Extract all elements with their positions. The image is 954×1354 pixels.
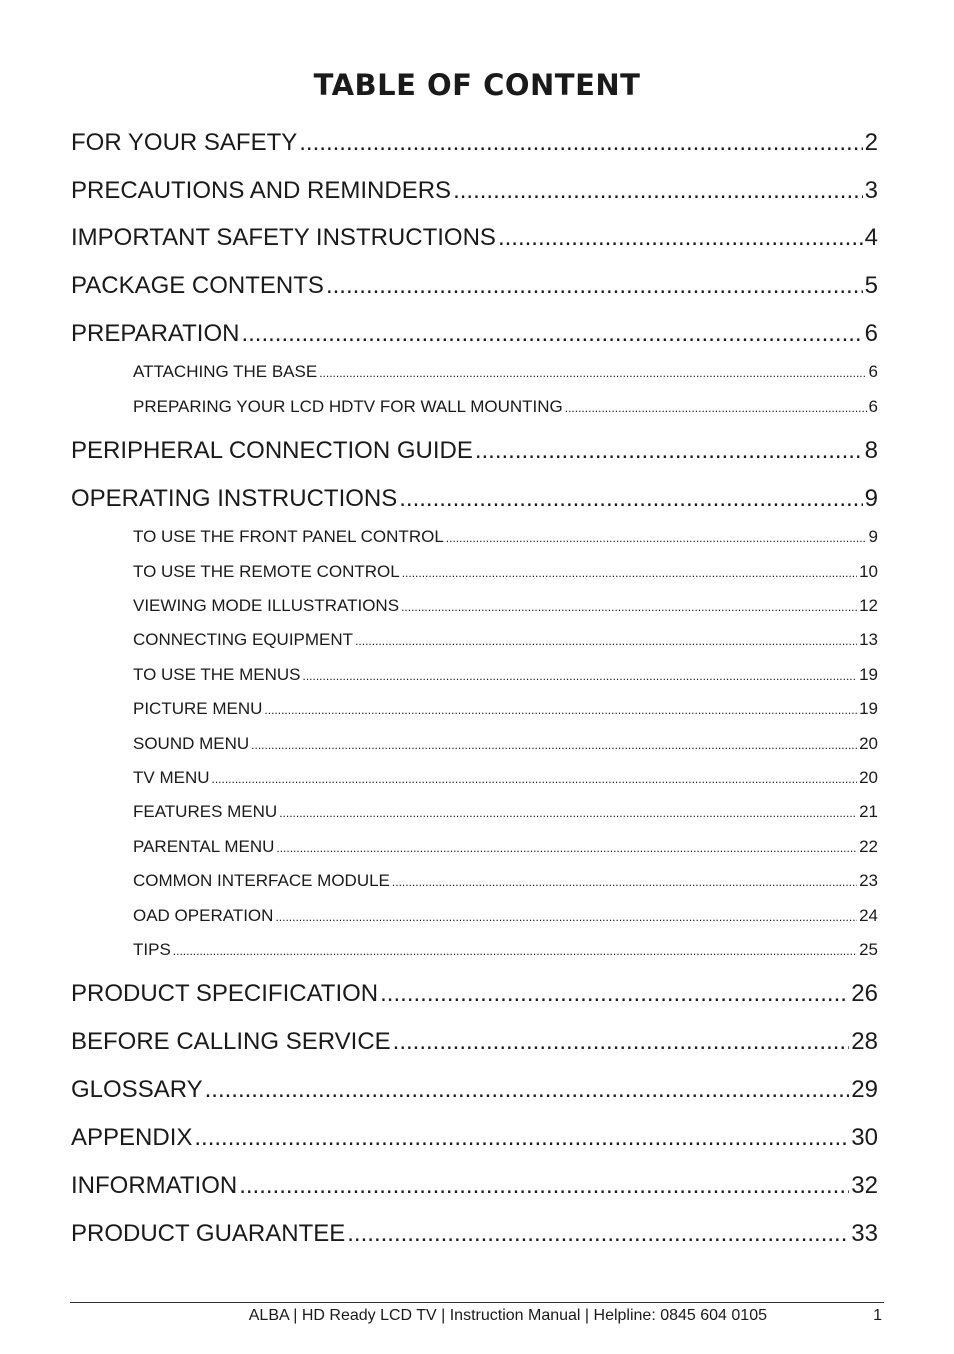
toc-subentry-label: OAD OPERATION xyxy=(133,906,274,925)
toc-page-number: 9 xyxy=(864,485,878,512)
toc-dot-leader xyxy=(380,977,849,1011)
toc-page-number: 2 xyxy=(864,129,878,156)
toc-dot-leader xyxy=(264,696,857,722)
toc-dot-leader xyxy=(303,662,858,688)
toc-subentry-label: VIEWING MODE ILLUSTRATIONS xyxy=(133,596,400,615)
toc-subentry[interactable] xyxy=(133,834,878,860)
toc-page-number: 8 xyxy=(864,437,878,464)
toc-page-number: 5 xyxy=(864,272,878,299)
toc-dot-leader xyxy=(276,834,857,860)
toc-entry[interactable] xyxy=(71,126,878,160)
toc-entry[interactable] xyxy=(71,221,878,255)
toc-subentry[interactable] xyxy=(133,868,878,894)
footer-text: ALBA | HD Ready LCD TV | Instruction Manual | Helpline: 0845 604 0105 xyxy=(248,1307,767,1324)
toc-entry-label: PRECAUTIONS AND REMINDERS xyxy=(71,177,452,204)
toc-subentry-label: PREPARING YOUR LCD HDTV FOR WALL MOUNTING xyxy=(133,397,563,416)
toc-dot-leader xyxy=(205,1073,850,1107)
toc-subentry[interactable] xyxy=(133,799,878,825)
toc-subentry[interactable] xyxy=(133,524,878,550)
toc-entry[interactable] xyxy=(71,1121,878,1155)
toc-entry-label: INFORMATION xyxy=(71,1172,238,1199)
toc-dot-leader xyxy=(498,221,863,255)
toc-dot-leader xyxy=(194,1121,849,1155)
toc-subentry-label: TV MENU xyxy=(133,768,210,787)
toc-subentry-label: PICTURE MENU xyxy=(133,699,263,718)
toc-subentry[interactable] xyxy=(133,937,878,963)
toc-subentry-label: CONNECTING EQUIPMENT xyxy=(133,630,354,649)
toc-page-number: 28 xyxy=(851,1028,878,1055)
toc-subentry-label: COMMON INTERFACE MODULE xyxy=(133,871,390,890)
toc-entry-label: PERIPHERAL CONNECTION GUIDE xyxy=(71,437,473,464)
toc-page-number: 19 xyxy=(859,665,878,684)
toc-dot-leader xyxy=(399,482,862,516)
toc-page-number: 24 xyxy=(859,906,878,925)
toc-entry[interactable] xyxy=(71,1025,878,1059)
toc-entry-label: GLOSSARY xyxy=(71,1076,203,1103)
toc-page-number: 13 xyxy=(859,630,878,649)
toc-subentry[interactable] xyxy=(133,662,878,688)
toc-dot-leader xyxy=(393,1025,850,1059)
toc-dot-leader xyxy=(279,799,857,825)
toc-entry[interactable] xyxy=(71,977,878,1011)
toc-subentry[interactable] xyxy=(133,559,878,585)
toc-entry[interactable] xyxy=(71,269,878,303)
toc-entry-label: PACKAGE CONTENTS xyxy=(71,272,324,299)
toc-subentry[interactable] xyxy=(133,765,878,791)
toc-page-number: 30 xyxy=(851,1124,878,1151)
toc-entry-label: OPERATING INSTRUCTIONS xyxy=(71,485,398,512)
toc-page-number: 4 xyxy=(864,224,878,251)
toc-subentry-label: TIPS xyxy=(133,940,171,959)
toc-dot-leader xyxy=(355,627,857,653)
toc-page-number: 25 xyxy=(859,940,878,959)
toc-page-number: 23 xyxy=(859,871,878,890)
footer-divider xyxy=(70,1302,884,1303)
toc-page-number: 29 xyxy=(851,1076,878,1103)
toc-entry[interactable] xyxy=(71,482,878,516)
toc-page-number: 6 xyxy=(868,397,878,416)
page-title: TABLE OF CONTENT xyxy=(313,68,641,102)
toc-dot-leader xyxy=(453,174,863,208)
toc-dot-leader xyxy=(326,269,863,303)
toc-page-number: 12 xyxy=(859,596,878,615)
toc-subentry-label: FEATURES MENU xyxy=(133,802,278,821)
toc-dot-leader xyxy=(446,524,867,550)
toc-dot-leader xyxy=(347,1217,849,1251)
toc-entry-label: PRODUCT GUARANTEE xyxy=(71,1220,346,1247)
toc-subentry-label: TO USE THE MENUS xyxy=(133,665,301,684)
toc-subentry[interactable] xyxy=(133,696,878,722)
toc-entry[interactable] xyxy=(71,317,878,351)
toc-dot-leader xyxy=(401,593,857,619)
toc-dot-leader xyxy=(239,1169,849,1203)
toc-subentry-label: SOUND MENU xyxy=(133,734,250,753)
toc-dot-leader xyxy=(565,394,867,420)
toc-entry[interactable] xyxy=(71,1073,878,1107)
toc-dot-leader xyxy=(173,937,857,963)
toc-page-number: 20 xyxy=(859,768,878,787)
toc-dot-leader xyxy=(275,903,857,929)
toc-subentry[interactable] xyxy=(133,593,878,619)
toc-entry[interactable] xyxy=(71,174,878,208)
toc-entry-label: APPENDIX xyxy=(71,1124,193,1151)
toc-page-number: 6 xyxy=(868,362,878,381)
toc-page-number: 19 xyxy=(859,699,878,718)
toc-page-number: 3 xyxy=(864,177,878,204)
toc-dot-leader xyxy=(475,434,863,468)
toc-page-number: 20 xyxy=(859,734,878,753)
toc-subentry-label: PARENTAL MENU xyxy=(133,837,275,856)
toc-dot-leader xyxy=(299,126,862,160)
toc-page-number: 22 xyxy=(859,837,878,856)
toc-subentry[interactable] xyxy=(133,627,878,653)
toc-dot-leader xyxy=(241,317,862,351)
toc-subentry[interactable] xyxy=(133,731,878,757)
toc-subentry-label: TO USE THE FRONT PANEL CONTROL xyxy=(133,527,444,546)
toc-entry[interactable] xyxy=(71,1217,878,1251)
toc-dot-leader xyxy=(402,559,857,585)
toc-page-number: 10 xyxy=(859,562,878,581)
toc-dot-leader xyxy=(392,868,857,894)
toc-subentry[interactable] xyxy=(133,903,878,929)
toc-page-number: 6 xyxy=(864,320,878,347)
toc-dot-leader xyxy=(319,359,866,385)
toc-entry[interactable] xyxy=(71,434,878,468)
toc-subentry[interactable] xyxy=(133,394,878,420)
toc-page-number: 32 xyxy=(851,1172,878,1199)
footer-page-number: 1 xyxy=(873,1307,882,1324)
toc-dot-leader xyxy=(251,731,857,757)
toc-entry-label: FOR YOUR SAFETY xyxy=(71,129,298,156)
toc-page-number: 9 xyxy=(868,527,878,546)
toc-entry-label: PREPARATION xyxy=(71,320,240,347)
toc-subentry-label: TO USE THE REMOTE CONTROL xyxy=(133,562,400,581)
toc-dot-leader xyxy=(212,765,858,791)
toc-entry-label: PRODUCT SPECIFICATION xyxy=(71,980,379,1007)
toc-subentry-label: ATTACHING THE BASE xyxy=(133,362,318,381)
toc-page-number: 33 xyxy=(851,1220,878,1247)
toc-entry-label: IMPORTANT SAFETY INSTRUCTIONS xyxy=(71,224,496,251)
toc-entry[interactable] xyxy=(71,1169,878,1203)
toc-page-number: 21 xyxy=(859,802,878,821)
toc-page-number: 26 xyxy=(851,980,878,1007)
toc-subentry[interactable] xyxy=(133,359,878,385)
toc-entry-label: BEFORE CALLING SERVICE xyxy=(71,1028,391,1055)
